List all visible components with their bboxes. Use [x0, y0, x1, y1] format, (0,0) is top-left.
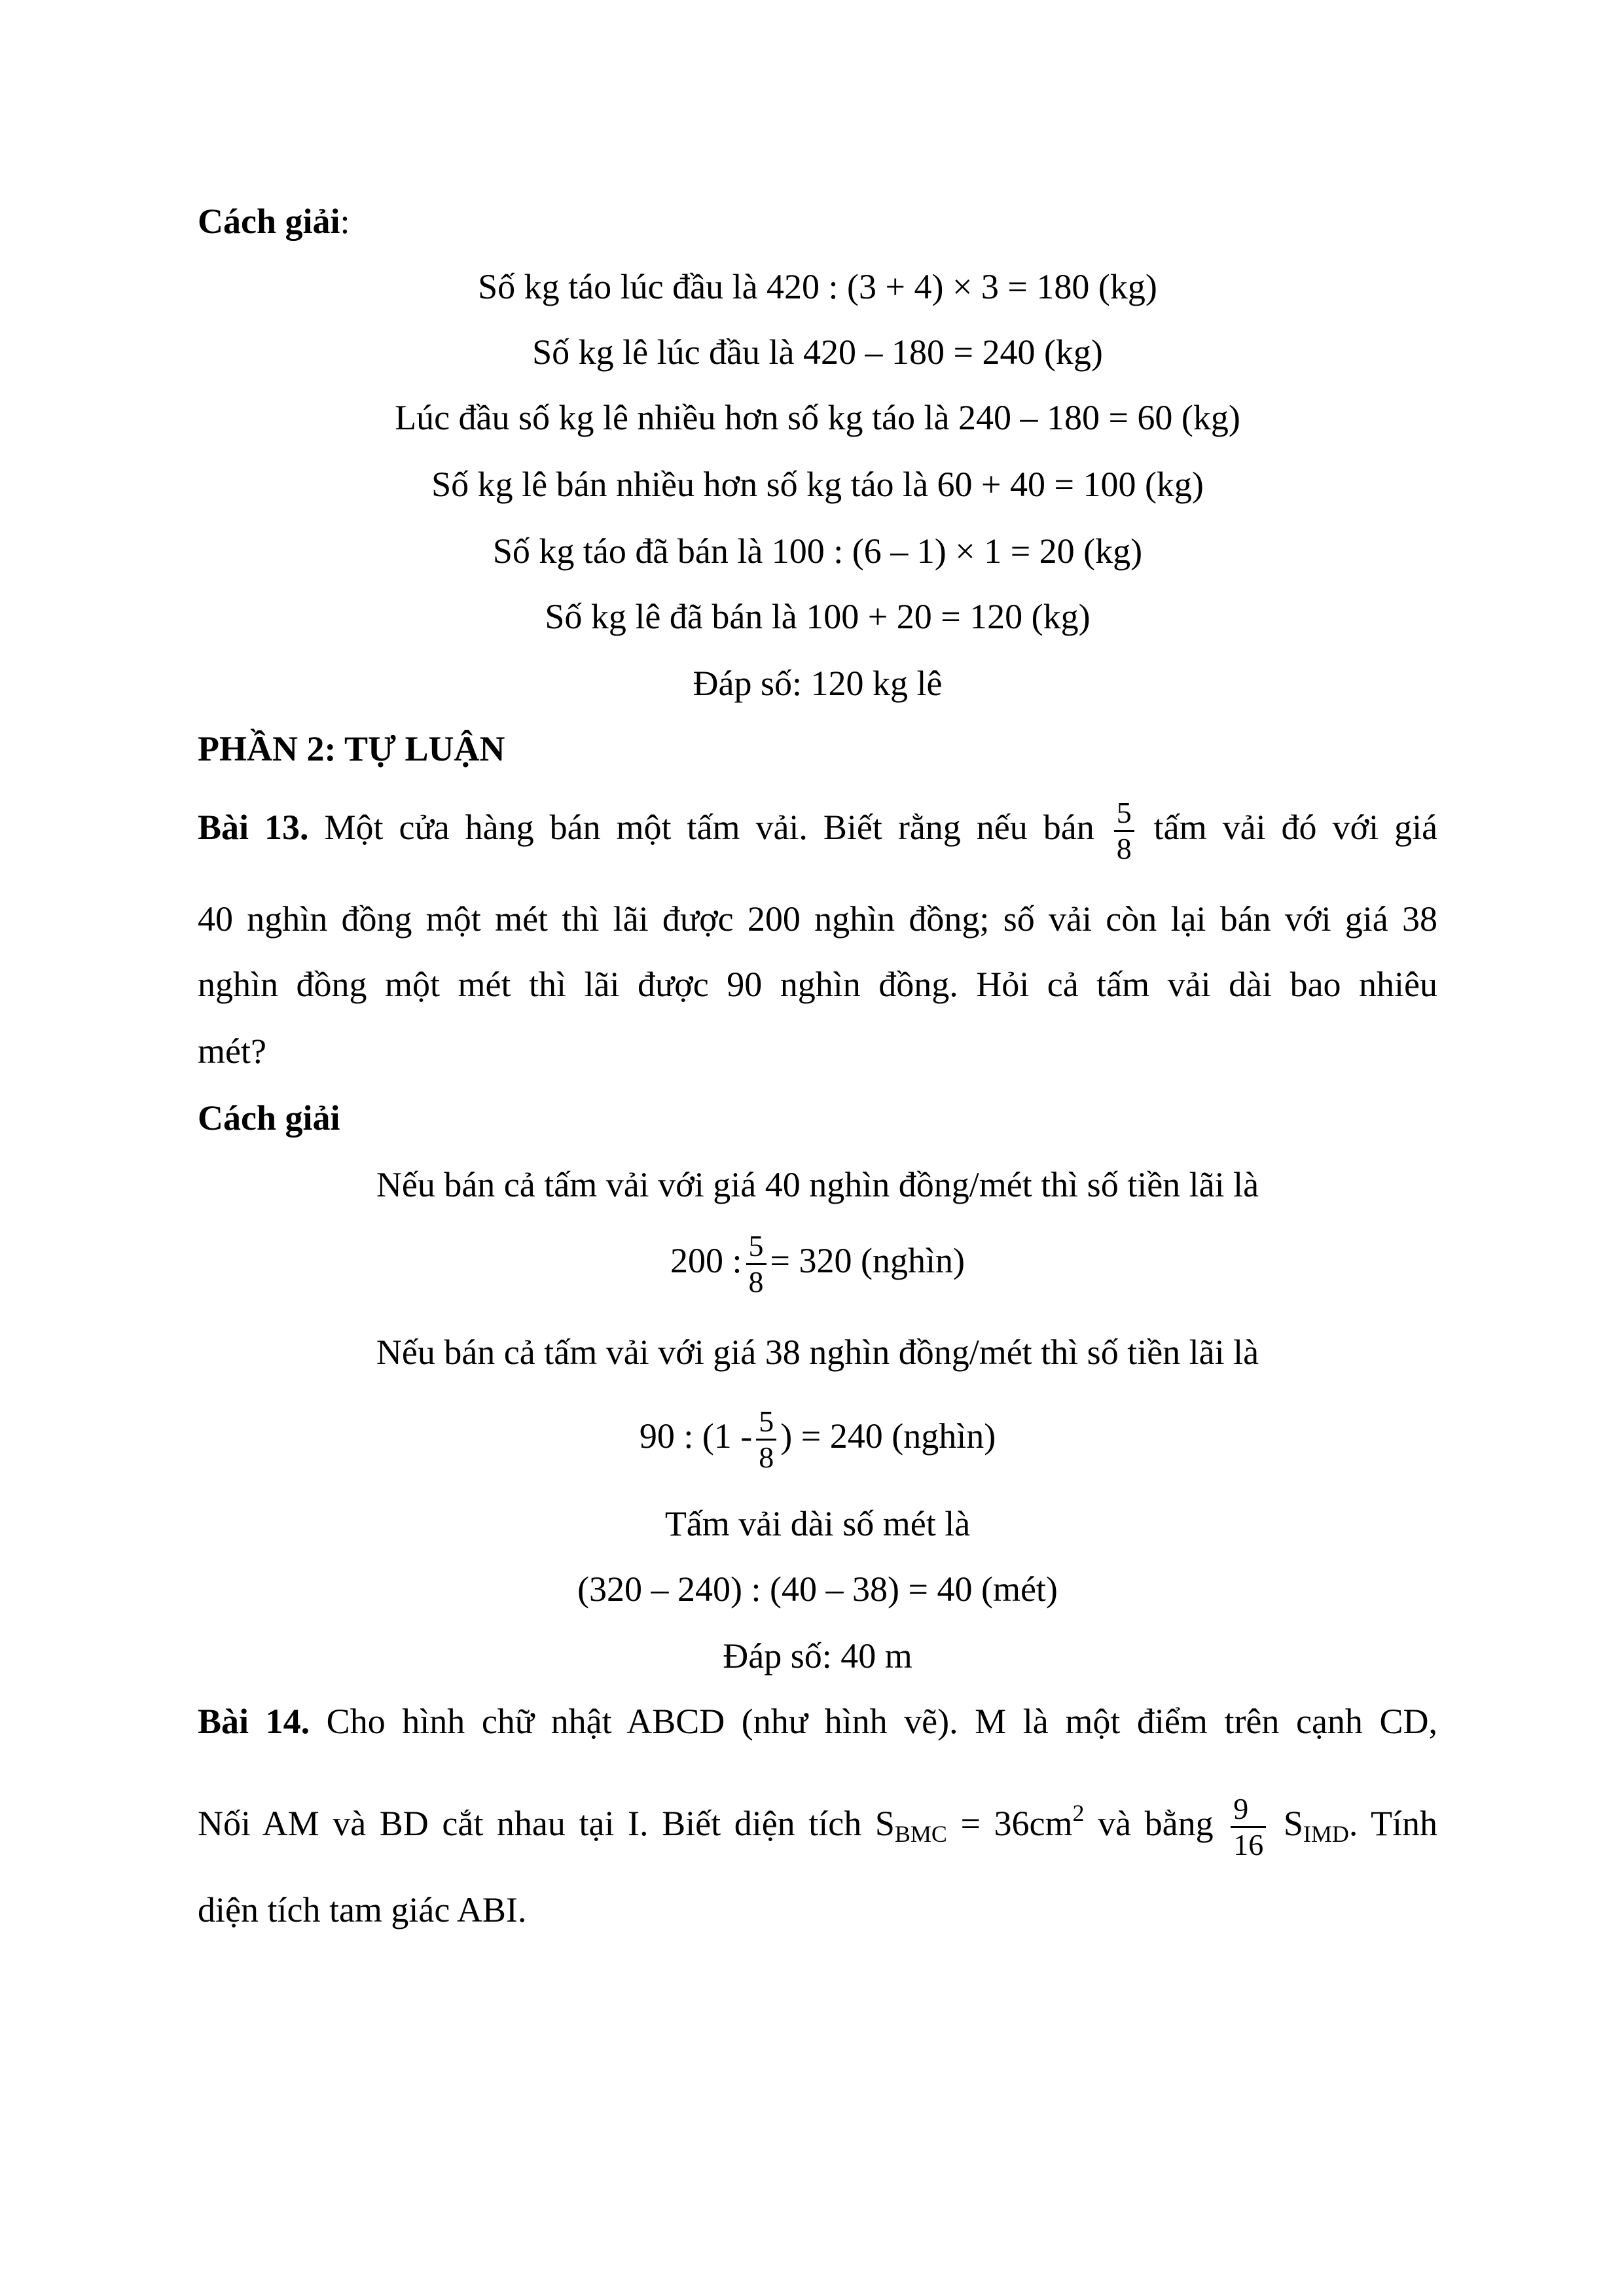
superscript: 2: [1072, 1800, 1085, 1826]
problem-13-line-3: nghìn đồng một mét thì lãi được 90 nghìn đồng. Hỏi cả tấm vải dài bao nhiêu: [198, 965, 1437, 1004]
fraction-numerator: 5: [759, 1405, 774, 1438]
solution-line: Số kg lê lúc đầu là 420 – 180 = 240 (kg): [532, 332, 1103, 372]
problem-text: Cho hình chữ nhật ABCD (như hình vẽ). M là một điểm trên cạnh CD,: [326, 1702, 1437, 1741]
fraction-denominator: 8: [746, 1263, 767, 1299]
equation-text: 90 : (1 -: [639, 1416, 753, 1456]
problem-14-label: Bài 14.: [198, 1702, 310, 1741]
subscript: IMD: [1303, 1821, 1349, 1847]
subscript: BMC: [894, 1821, 947, 1847]
problem-13-line-2: 40 nghìn đồng một mét thì lãi được 200 nghìn đồng; số vải còn lại bán với giá 38: [198, 899, 1437, 939]
solution-heading: Cách giải: [198, 202, 340, 241]
fraction-denominator: 16: [1231, 1826, 1266, 1862]
solution-line: Tấm vải dài số mét là: [664, 1504, 971, 1543]
equation-text: ) = 240 (nghìn): [780, 1416, 996, 1456]
fraction-5-8: [746, 1229, 767, 1299]
solution-heading-line: [198, 198, 1437, 245]
fraction-5-8: [1114, 796, 1134, 866]
final-answer: Đáp số: 40 m: [723, 1636, 912, 1676]
problem-14-line-2: [198, 1789, 1437, 1862]
fraction-denominator: 8: [756, 1439, 776, 1475]
problem-text: và bằng: [1084, 1804, 1214, 1843]
solution-line: Số kg lê bán nhiều hơn số kg táo là 60 + 40 = 100 (kg): [431, 465, 1204, 504]
solution-equation-2: [198, 1405, 1437, 1475]
solution-line: Nếu bán cả tấm vải với giá 40 nghìn đồng/mét thì số tiền lãi là: [376, 1165, 1259, 1204]
fraction-numerator: 9: [1233, 1792, 1249, 1826]
solution-line: (320 – 240) : (40 – 38) = 40 (mét): [577, 1570, 1058, 1609]
solution-line: Số kg táo lúc đầu là 420 : (3 + 4) × 3 = 180 (kg): [478, 267, 1157, 306]
problem-13-label: Bài 13.: [198, 807, 309, 847]
fraction-numerator: 5: [748, 1229, 764, 1263]
problem-14-line-3: diện tích tam giác ABI.: [198, 1890, 527, 1929]
solution-line: Số kg táo đã bán là 100 : (6 – 1) × 1 = 20 (kg): [492, 531, 1143, 571]
solution-line: Lúc đầu số kg lê nhiều hơn số kg táo là 240 – 180 = 60 (kg): [395, 398, 1240, 437]
solution-equation-1: [198, 1229, 1437, 1299]
fraction-denominator: 8: [1114, 830, 1134, 866]
problem-text: . Tính: [1348, 1804, 1437, 1843]
final-answer: Đáp số: 120 kg lê: [693, 664, 943, 703]
fraction-5-8: [756, 1405, 776, 1475]
problem-13-line-1: [198, 796, 1437, 866]
fraction-9-16: [1231, 1792, 1266, 1862]
problem-text: Một cửa hàng bán một tấm vải. Biết rằng nếu bán: [324, 807, 1094, 847]
solution-line: Nếu bán cả tấm vải với giá 38 nghìn đồng/mét thì số tiền lãi là: [376, 1333, 1259, 1372]
problem-text: = 36cm: [947, 1804, 1073, 1843]
problem-text: Nối AM và BD cắt nhau tại I. Biết diện tích S: [198, 1804, 895, 1843]
problem-text: S: [1283, 1804, 1303, 1843]
equation-text: 200 :: [670, 1240, 742, 1280]
section-heading: PHẦN 2: TỰ LUẬN: [198, 729, 505, 768]
problem-13-line-4: mét?: [198, 1031, 266, 1071]
solution-line: Số kg lê đã bán là 100 + 20 = 120 (kg): [545, 597, 1091, 636]
problem-text: tấm vải đó với giá: [1153, 807, 1438, 847]
fraction-numerator: 5: [1116, 796, 1132, 829]
solution-heading: Cách giải: [198, 1098, 340, 1138]
problem-14-line-1: [198, 1698, 1437, 1745]
equation-text: = 320 (nghìn): [770, 1240, 965, 1280]
solution-heading-colon: :: [340, 202, 350, 241]
